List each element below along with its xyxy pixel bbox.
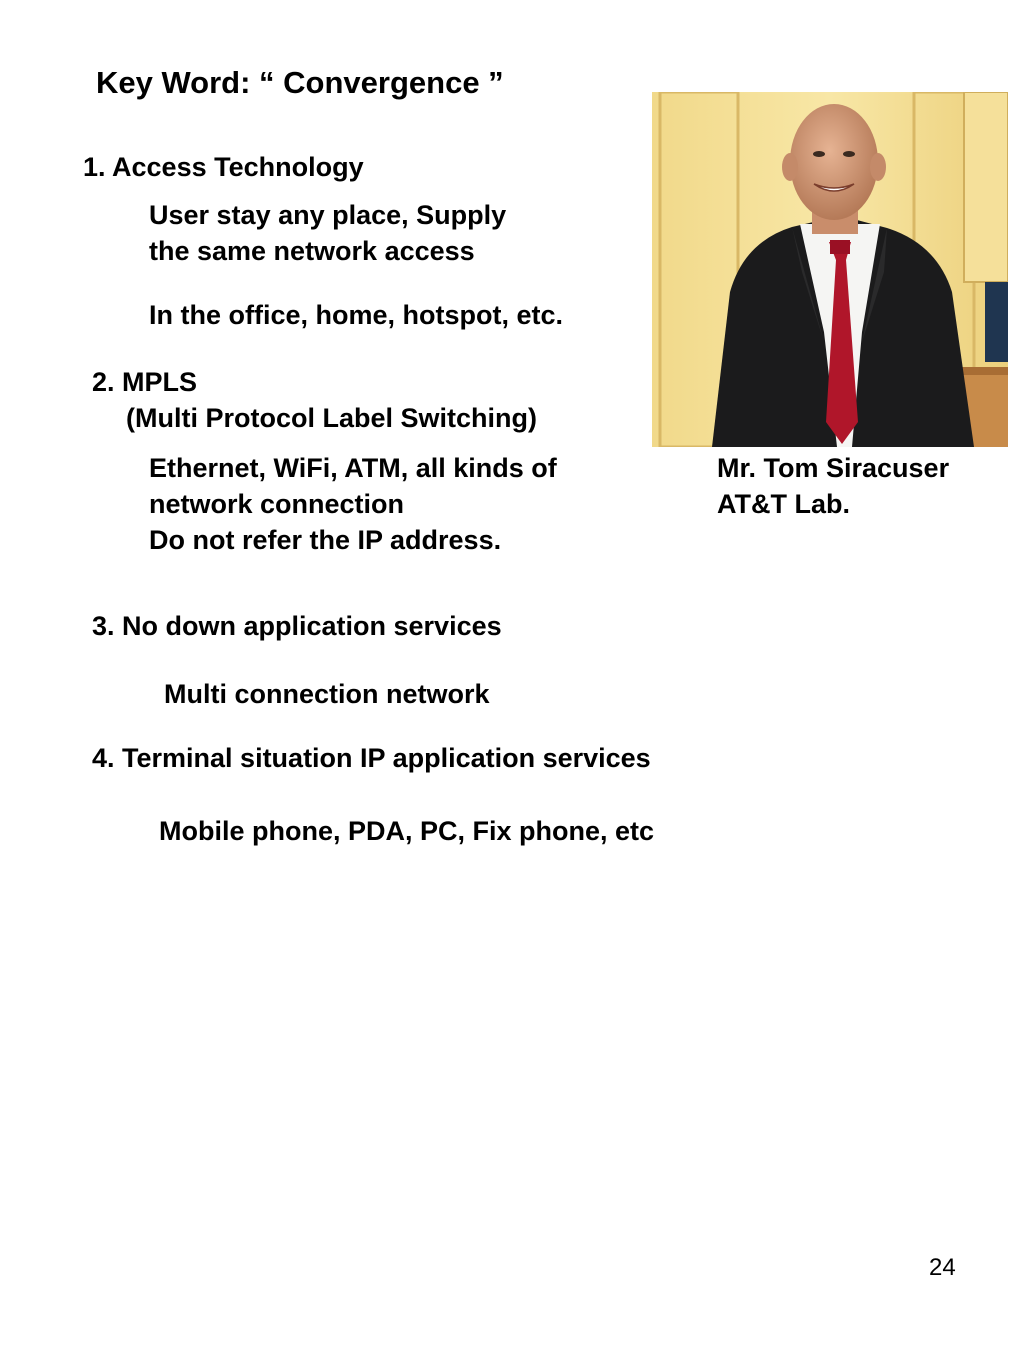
photo-caption-org: AT&T Lab. <box>717 489 850 519</box>
page-number: 24 <box>929 1254 956 1281</box>
person-photo <box>652 92 1008 447</box>
section-3-line-1: Multi connection network <box>164 679 490 709</box>
photo-caption-name: Mr. Tom Siracuser <box>717 453 950 483</box>
slide-title: Key Word: “ Convergence ” <box>96 65 504 100</box>
section-1-line-1: User stay any place, Supply <box>149 200 507 230</box>
section-2-line-1: Ethernet, WiFi, ATM, all kinds of <box>149 453 557 483</box>
section-2-heading: 2. MPLS <box>92 367 198 397</box>
section-2-subheading: (Multi Protocol Label Switching) <box>126 403 537 433</box>
section-2-line-3: Do not refer the IP address. <box>149 525 502 555</box>
section-1-line-3: In the office, home, hotspot, etc. <box>149 300 564 330</box>
section-1-heading: 1. Access Technology <box>83 152 364 182</box>
section-1-line-2: the same network access <box>149 236 475 266</box>
section-4-heading: 4. Terminal situation IP application services <box>92 743 651 773</box>
section-2-line-2: network connection <box>149 489 405 519</box>
section-4-line-1: Mobile phone, PDA, PC, Fix phone, etc <box>159 816 655 846</box>
section-3-heading: 3. No down application services <box>92 611 502 641</box>
